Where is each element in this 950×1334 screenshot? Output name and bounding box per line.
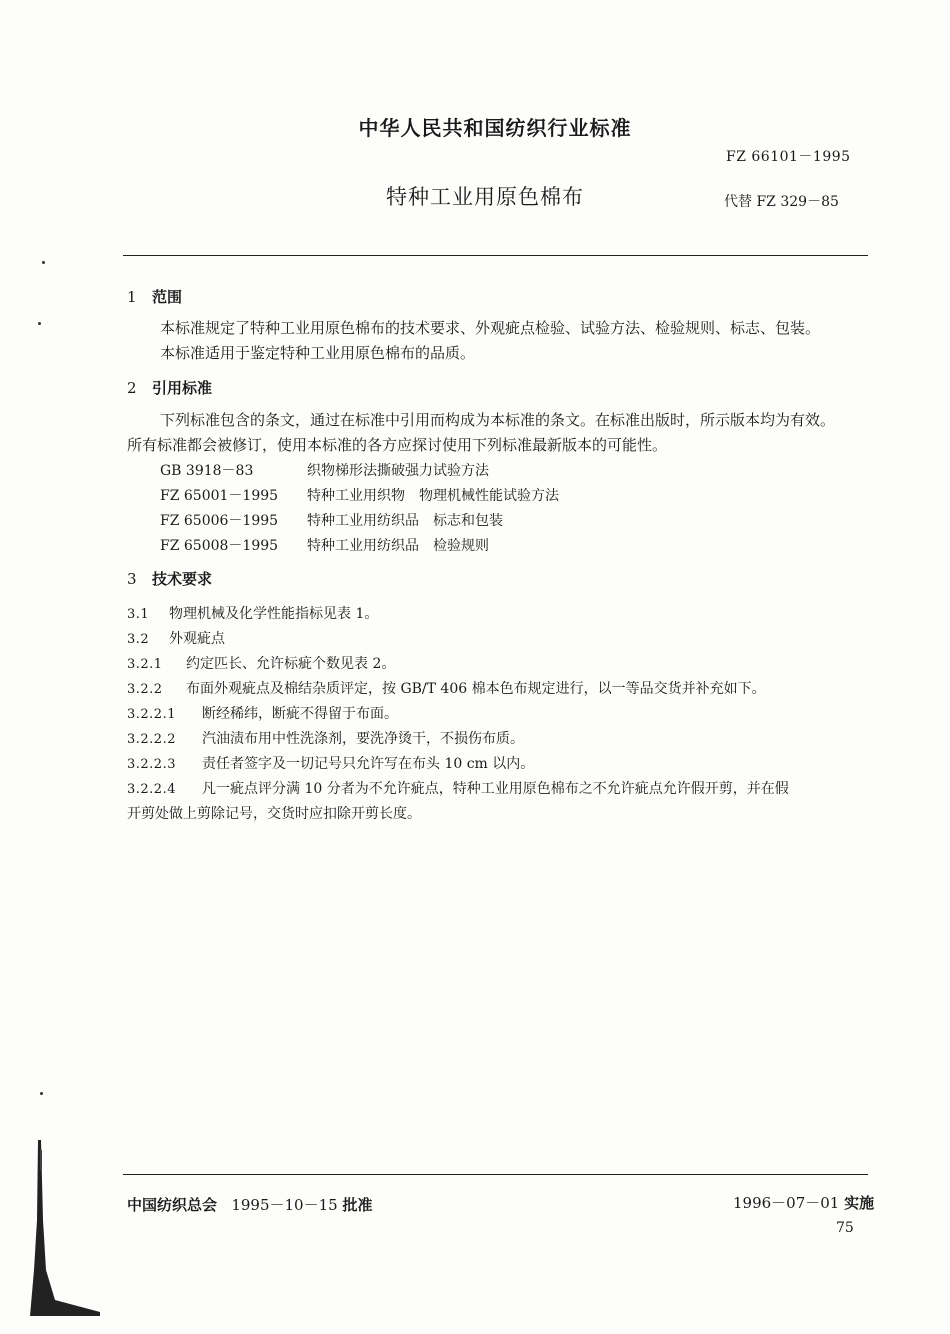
reference-item <box>160 510 503 530</box>
section-number: 1 <box>127 288 137 306</box>
approval-label: 批准 <box>342 1196 373 1214</box>
clause-number: 3.2 <box>127 632 150 647</box>
replaces-note: 代替 FZ 329－85 <box>724 194 839 210</box>
section-title: 引用标准 <box>152 379 213 397</box>
reference-title: 特种工业用织物 物理机械性能试验方法 <box>307 488 559 504</box>
clause <box>127 728 524 748</box>
section-number: 3 <box>127 570 137 588</box>
scan-speck <box>38 322 41 325</box>
clause-number: 3.2.1 <box>127 657 163 672</box>
clause-text: 约定匹长、允许标疵个数见表 2。 <box>186 656 396 672</box>
standard-number: FZ 66101－1995 <box>726 149 851 165</box>
scope-line-2: 本标准适用于鉴定特种工业用原色棉布的品质。 <box>160 344 476 362</box>
clause <box>127 678 766 698</box>
clause-text: 外观疵点 <box>169 631 225 647</box>
effective-line <box>733 1192 874 1213</box>
section-scope-heading <box>127 286 182 307</box>
clause-number: 3.1 <box>127 607 150 622</box>
reference-code: GB 3918－83 <box>160 463 254 479</box>
refs-line-2: 所有标准都会被修订，使用本标准的各方应探讨使用下列标准最新版本的可能性。 <box>127 436 668 454</box>
section-number: 2 <box>127 379 137 397</box>
section-refs-heading <box>127 377 212 398</box>
reference-title: 特种工业用纺织品 标志和包装 <box>307 513 503 529</box>
issuing-organization: 中国纺织总会 <box>127 1196 218 1214</box>
clause-number: 3.2.2 <box>127 682 163 697</box>
approval-date: 1995－10－15 <box>231 1196 338 1214</box>
page-number: 75 <box>836 1220 854 1236</box>
reference-code: FZ 65006－1995 <box>160 513 279 529</box>
clause-number: 3.2.2.1 <box>127 707 176 722</box>
standard-body: 中华人民共和国纺织行业标准 <box>358 116 632 140</box>
clause-text: 断经稀纬，断疵不得留于布面。 <box>202 706 398 722</box>
section-tech-heading <box>127 568 212 589</box>
refs-line-1: 下列标准包含的条文，通过在标准中引用而构成为本标准的条文。在标准出版时，所示版本均为有效。 <box>160 411 836 429</box>
clause <box>127 703 398 723</box>
reference-code: FZ 65001－1995 <box>160 488 279 504</box>
scan-speck <box>42 261 45 264</box>
approval-line <box>127 1194 372 1215</box>
clause-text: 责任者签字及一切记号只允许写在布头 10 cm 以内。 <box>202 756 535 772</box>
reference-code: FZ 65008－1995 <box>160 538 279 554</box>
effective-label: 实施 <box>844 1194 875 1212</box>
clause <box>127 628 225 648</box>
clause <box>127 653 395 673</box>
scan-speck <box>40 1092 43 1095</box>
clause-text: 凡一疵点评分满 10 分者为不允许疵点，特种工业用原色棉布之不允许疵点允许假开剪，并在假 <box>202 781 789 797</box>
clause <box>127 778 789 798</box>
reference-item <box>160 460 489 480</box>
clause-text: 物理机械及化学性能指标见表 1。 <box>169 606 379 622</box>
header-rule <box>123 255 868 256</box>
scope-line-1: 本标准规定了特种工业用原色棉布的技术要求、外观疵点检验、试验方法、检验规则、标志、包装。 <box>160 319 821 337</box>
clause <box>127 603 378 623</box>
document-title: 特种工业用原色棉布 <box>386 185 584 209</box>
section-title: 技术要求 <box>152 570 213 588</box>
clause-text: 布面外观疵点及棉结杂质评定，按 GB/T 406 棉本色布规定进行，以一等品交货并补充如下。 <box>186 681 766 697</box>
clause-number: 3.2.2.4 <box>127 782 176 797</box>
clause-number: 3.2.2.3 <box>127 757 176 772</box>
clause <box>127 753 534 773</box>
footer-rule <box>123 1174 868 1175</box>
clause-text: 汽油渍布用中性洗涤剂，要洗净烫干，不损伤布质。 <box>202 731 524 747</box>
clause-continuation: 开剪处做上剪除记号，交货时应扣除开剪长度。 <box>127 806 421 822</box>
reference-item <box>160 535 489 555</box>
scan-edge-artifact <box>0 1100 110 1330</box>
reference-item <box>160 485 559 505</box>
effective-date: 1996－07－01 <box>733 1194 840 1212</box>
section-title: 范围 <box>152 288 183 306</box>
clause-number: 3.2.2.2 <box>127 732 176 747</box>
reference-title: 特种工业用纺织品 检验规则 <box>307 538 489 554</box>
reference-title: 织物梯形法撕破强力试验方法 <box>307 463 489 479</box>
